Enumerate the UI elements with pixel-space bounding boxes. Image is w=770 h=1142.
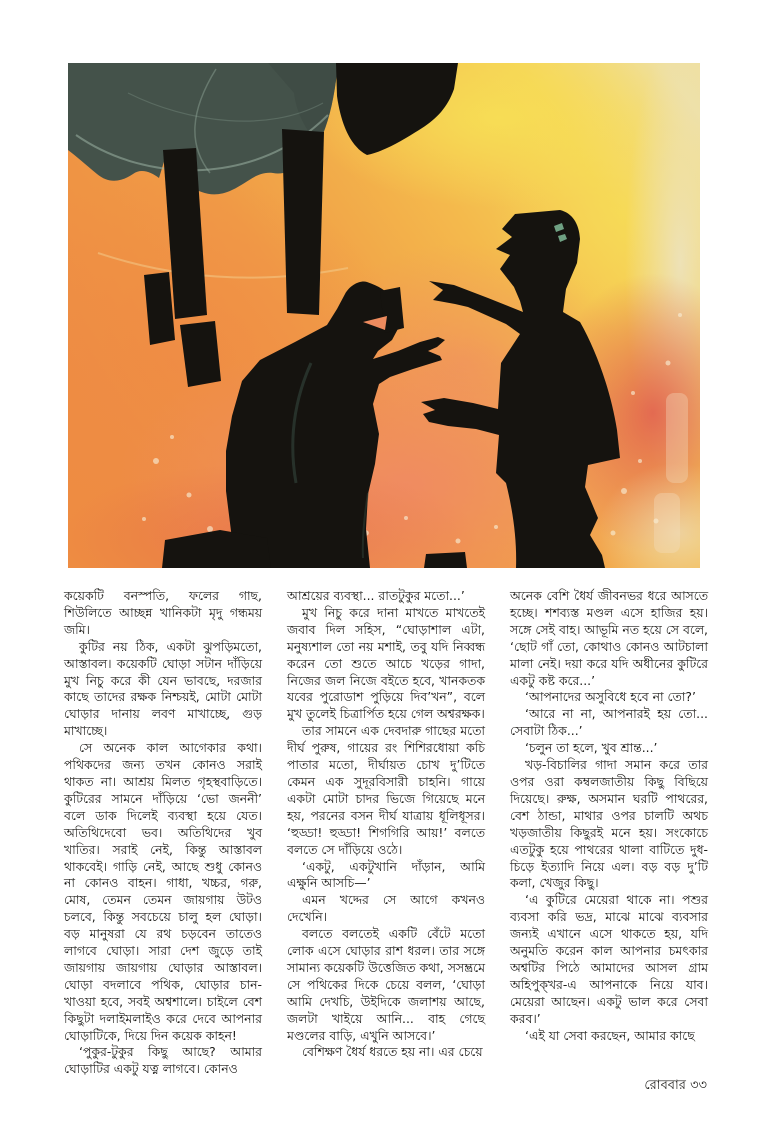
paragraph: বলতে বলতেই একটি বেঁটে মতো লোক এসে ঘোড়ার রাশ ধরল। তার সঙ্গে সামান্য কয়েকটি উত্তেজিত কথা, সসম্ভ্রমে সে পথিকের দিকে চেয়ে বলল, ‘ঘোড়া আমি দেখচি, উইদিকে জলাশয় আছে, জলটা খাইয়ে আনি... বাহ গেছে মণ্ডলের বাড়ি, এখুনি আসবে।’ [287, 926, 485, 1043]
paragraph: এমন খদ্দের সে আগে কখনও দেখেনি। [287, 892, 485, 925]
paragraph: কয়েকটি বনস্পতি, ফলের গাছ, শিউলিতে আচ্ছন্ন খানিকটা মৃদু গন্ধময় জমি। [64, 588, 262, 637]
paragraph: তার সামনে এক দেবদারু গাছের মতো দীর্ঘ পুরুষ, গায়ের রং শিশিরধোয়া কচি পাতার মতো, দীর্ঘায়ত চোখ দু’টিতে কেমন এক সুদূরবিসারী চাহনি। গায়ে একটা মোটা চাদর ভিজে গিয়েছে মনে হয়, পরনের বসন দীর্ঘ যাত্রায় ধূলিধূসর। ‘হুড্ডা! হুড্ডা! শিগগিরি আয়!’ বলতে বলতে সে দাঁড়িয়ে ওঠে। [287, 723, 485, 857]
paragraph: সে অনেক কাল আগেকার কথা। পথিকদের জন্য তখন কোনও সরাই থাকত না। আশ্রয় মিলত গৃহস্থবাড়িতে। কুটিরের সামনে দাঁড়িয়ে ‘ভো জননী’ বলে ডাক দিলেই ব্যবস্থা হয়ে যেত। অতিথিদেবো ভব। অতিথিদের খুব খাতির। সরাই নেই, কিন্তু আস্তাবল থাকবেই। গাড়ি নেই, আছে শুধু কোনও না কোনও বাহন। গাধা, খচ্চর, গরু, মোষ, তেমন তেমন জায়গায় উটও চলবে, কিন্তু সবচেয়ে চালু হল ঘোড়া। বড় মানুষরা যে রথ চড়বেন তাতেও লাগবে ঘোড়া। সারা দেশ জুড়ে তাই জায়গায় জায়গায় ঘোড়ার আস্তাবল। ঘোড়া বদলাবে পথিক, ঘোড়ার চান-খাওয়া হবে, সবই অশ্বশালে। চাইলে বেশ কিছুটা দলাইমলাইও করে দেবে আপনার ঘোড়াটিকে, দিয়ে দিন কয়েক কাহন! [64, 740, 262, 1043]
paragraph: কুটির নয় ঠিক, একটা ঝুপড়িমতো, আস্তাবল। কয়েকটি ঘোড়া সটান দাঁড়িয়ে মুখ নিচু করে কী যেন ভাবছে, দরজার কাছে তাদের রক্ষক নিশ্চয়ই, মোটা মোটা ঘোড়ার দানায় লবণ মাখাচ্ছে, গুড় মাখাচ্ছে। [64, 638, 262, 739]
paragraph: ‘একটু, একটুখানি দাঁড়ান, আমি এক্ষুনি আসচি—’ [287, 858, 485, 891]
story-illustration [68, 63, 700, 568]
paragraph: ‘এ কুটিরে মেয়েরা থাকে না। পশুর ব্যবসা করি ভদ্র, মাঝে মাঝে ব্যবসার জন্যই এখানে এসে থাকতে হয়, যদি অনুমতি করেন কাল আপনার চমৎকার অশ্বটির পিঠে আমাদের আসল গ্রাম অহিপুক্‌খর-এ আপনাকে নিয়ে যাব। মেয়েরা আছেন। একটু ভাল করে সেবা করব।’ [510, 892, 708, 1026]
paragraph: ‘আপনাদের অসুবিধে হবে না তো?’ [525, 689, 696, 705]
paragraph: আশ্রয়ের ব্যবস্থা... রাতটুকুর মতো...’ [287, 588, 465, 603]
page-footer [500, 1076, 707, 1097]
paragraph: বেশিক্ষণ ধৈর্য ধরতে হয় না। এর চেয়ে [302, 1044, 483, 1060]
text-column-1 [64, 588, 262, 1078]
article-text [64, 588, 708, 1078]
paragraph: ‘এই যা সেবা করছেন, আমার কাছে [525, 1027, 695, 1043]
paragraph: ‘চলুন তা হলে, খুব শ্রান্ত...’ [525, 740, 658, 756]
paragraph: ‘আরে না না, আপনারই হয় তো... সেবাটা ঠিক...’ [510, 706, 708, 739]
footer-text: রোববার ৩৩ [644, 1078, 707, 1093]
paragraph: খড়-বিচালির গাদা সমান করে তার ওপর ওরা কম্বলজাতীয় কিছু বিছিয়ে দিয়েছে। রুক্ষ, অসমান ঘরটি পাথরের, বেশ ঠান্ডা, মাথার ওপর চালটি অথচ খড়জাতীয় কিছুরই মনে হয়। সংকোচে এতটুকু হয়ে পাথরের থালা বাটিতে দুধ-চিড়ে ইত্যাদি নিয়ে এল। বড় বড় দু’টি কলা, খেজুর কিছু। [510, 757, 708, 891]
paragraph: ‘পুকুর-টুকুর কিছু আছে? আমার ঘোড়াটির একটু যত্ন লাগবে। কোনও [64, 1044, 262, 1077]
collage-artwork [68, 63, 700, 568]
paragraph: অনেক বেশি ধৈর্য জীবনভর ধরে আসতে হচ্ছে। শশব্যস্ত মণ্ডল এসে হাজির হয়। সঙ্গে সেই বাহ। আভূমি নত হয়ে সে বলে, ‘ছোট গাঁ তো, কোথাও কোনও আটচালা মালা নেই। দয়া করে যদি অধীনের কুটিরে একটু কষ্ট করে...’ [510, 588, 708, 688]
paragraph: মুখ নিচু করে দানা মাখতে মাখতেই জবাব দিল সহিস, “ঘোড়াশাল এটা, মনুষ্যশাল তো নয় মশাই, তবু যদি নিব্বন্ধ করেন তো শুতে আচে খড়ের গাদা, নিজের জল নিজে বইতে হবে, খানকতক যবের পুরোডাশ পুড়িয়ে দিব’খন”, বলে মুখ তুলেই চিত্রার্পিত হয়ে গেল অশ্বরক্ষক। [287, 604, 485, 722]
text-column-2 [287, 588, 485, 1078]
text-column-3 [510, 588, 708, 1078]
